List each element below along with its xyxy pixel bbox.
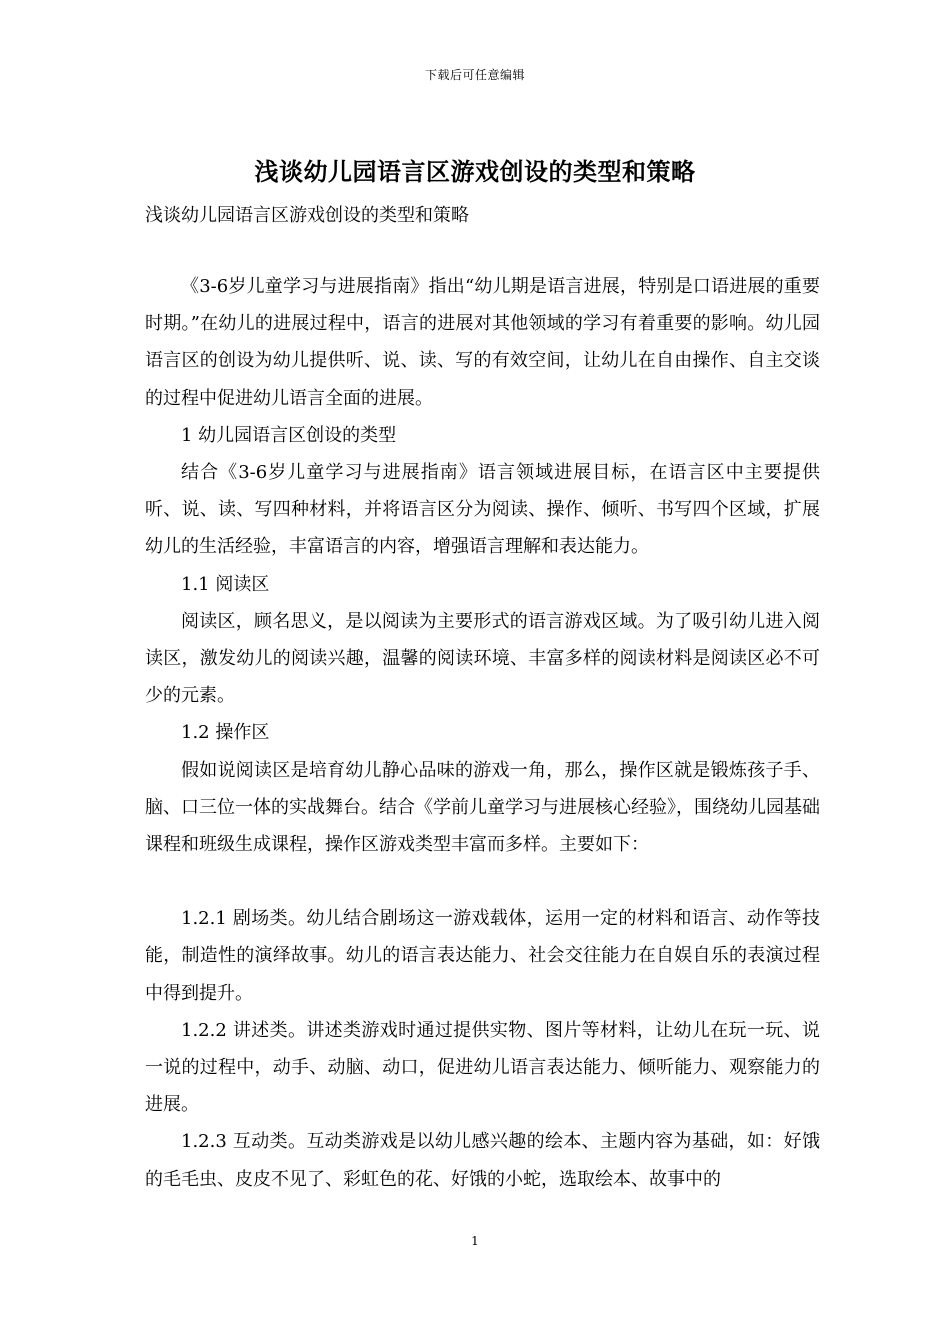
paragraph-operation-area: 假如说阅读区是培育幼儿静心品味的游戏一角，那么，操作区就是锻炼孩子手、脑、口三位一体的实战舞台。结合《学前儿童学习与进展核心经验》，围绕幼儿园基础课程和班级生成课程，操作区游戏类型丰富而多样。主要如下： bbox=[145, 759, 820, 856]
page-number: 1 bbox=[471, 1234, 479, 1248]
heading-section-1-1: 1.1 阅读区 bbox=[181, 573, 270, 595]
heading-section-1: 1 幼儿园语言区创设的类型 bbox=[181, 424, 397, 446]
heading-section-1-2: 1.2 操作区 bbox=[181, 722, 270, 744]
document-title: 浅谈幼儿园语言区游戏创设的类型和策略 bbox=[254, 157, 696, 186]
paragraph-interactive-type: 1.2.3 互动类。互动类游戏是以幼儿感兴趣的绘本、主题内容为基础，如：好饿的毛毛虫、皮皮不见了、彩虹色的花、好饿的小蛇，选取绘本、故事中的 bbox=[145, 1131, 820, 1190]
paragraph-intro: 《3-6岁儿童学习与进展指南》指出“幼儿期是语言进展，特别是口语进展的重要时期。”在幼儿的进展过程中，语言的进展对其他领域的学习有着重要的影响。幼儿园语言区的创设为幼儿提供听、说、读、写的有效空间，让幼儿在自由操作、自主交谈的过程中促进幼儿语言全面的进展。 bbox=[145, 276, 820, 409]
page-header-note: 下载后可任意编辑 bbox=[424, 68, 525, 82]
document-body bbox=[145, 268, 820, 1198]
paragraph-theater-type: 1.2.1 剧场类。幼儿结合剧场这一游戏载体，运用一定的材料和语言、动作等技能，制造性的演绎故事。幼儿的语言表达能力、社会交往能力在自娱自乐的表演过程中得到提升。 bbox=[145, 908, 820, 1004]
paragraph-narration-type: 1.2.2 讲述类。讲述类游戏时通过提供实物、图片等材料，让幼儿在玩一玩、说一说的过程中，动手、动脑、动口，促进幼儿语言表达能力、倾听能力、观察能力的进展。 bbox=[145, 1019, 820, 1116]
document-subtitle: 浅谈幼儿园语言区游戏创设的类型和策略 bbox=[145, 205, 469, 226]
paragraph-reading-area: 阅读区，顾名思义，是以阅读为主要形式的语言游戏区域。为了吸引幼儿进入阅读区，激发幼儿的阅读兴趣，温馨的阅读环境、丰富多样的阅读材料是阅读区必不可少的元素。 bbox=[145, 610, 820, 707]
paragraph-section-1: 结合《3-6岁儿童学习与进展指南》语言领域进展目标，在语言区中主要提供听、说、读、写四种材料，并将语言区分为阅读、操作、倾听、书写四个区域，扩展幼儿的生活经验，丰富语言的内容，增强语言理解和表达能力。 bbox=[145, 462, 820, 558]
